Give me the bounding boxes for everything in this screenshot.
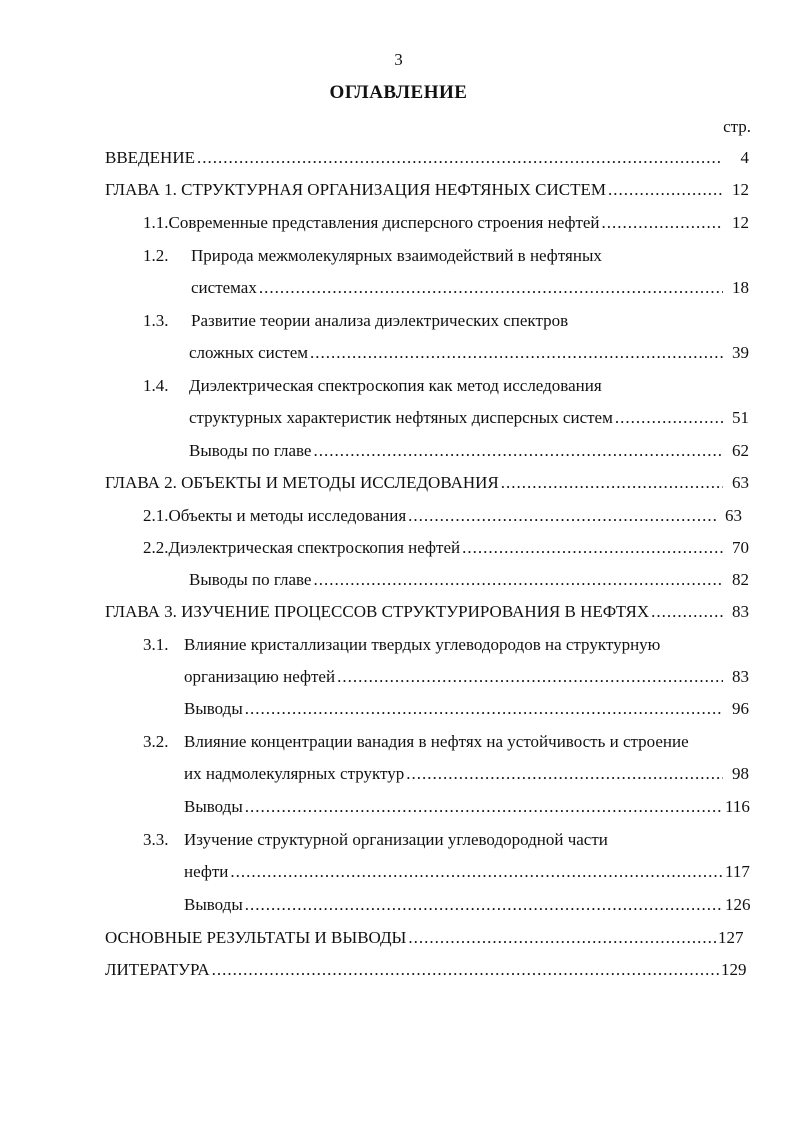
toc-entry-section-1-2[interactable]	[143, 244, 749, 268]
toc-leader-dots	[337, 665, 723, 689]
toc-entry-text: Изучение структурной организации углеводородной части	[184, 830, 608, 849]
toc-entry-text: Объекты и методы исследования	[168, 506, 407, 525]
page-title: ОГЛАВЛЕНИЕ	[329, 82, 468, 103]
toc-entry-text: ВВЕДЕНИЕ	[105, 148, 195, 167]
toc-leader-dots	[245, 795, 723, 819]
toc-section-number: 1.4.	[143, 376, 169, 395]
toc-entry-chapter-3[interactable]	[105, 600, 749, 624]
toc-leader-dots	[212, 958, 719, 982]
toc-entry-intro[interactable]	[105, 146, 749, 170]
toc-section-number: 2.2.	[143, 538, 169, 557]
toc-leader-dots	[245, 697, 723, 721]
toc-page-number: 82	[732, 570, 749, 589]
toc-entry-text: Выводы	[184, 895, 243, 914]
toc-page-number: 96	[732, 699, 749, 718]
toc-entry-text: Диэлектрическая спектроскопия нефтей	[168, 538, 461, 557]
toc-page-number: 18	[732, 278, 749, 297]
toc-leader-dots	[608, 178, 723, 202]
toc-entry-text: Выводы по главе	[189, 570, 312, 589]
toc-entry-section-1-1[interactable]	[143, 211, 749, 235]
page-column-label: стр.	[723, 117, 751, 136]
toc-entry-text: Природа межмолекулярных взаимодействий в нефтяных	[191, 246, 602, 265]
toc-entry-text: Выводы по главе	[189, 441, 312, 460]
toc-entry-section-3-2[interactable]	[143, 730, 749, 754]
toc-entry-results[interactable]	[105, 926, 742, 950]
toc-page-number: 39	[732, 343, 749, 362]
toc-entry-text: ГЛАВА 2. ОБЪЕКТЫ И МЕТОДЫ ИССЛЕДОВАНИЯ	[105, 473, 499, 492]
toc-page-number: 63	[732, 473, 749, 492]
toc-entry-text: Современные представления дисперсного строения нефтей	[168, 213, 600, 232]
toc-entry-literature[interactable]	[105, 958, 745, 982]
toc-page-number: 127	[718, 928, 744, 947]
toc-entry-chapter-2[interactable]	[105, 471, 749, 495]
toc-entry-section-3-2-cont[interactable]	[184, 762, 749, 786]
toc-entry-section-1-3-cont[interactable]	[189, 341, 749, 365]
toc-entry-section-3-1-conclusions[interactable]	[184, 697, 749, 721]
toc-entry-text: Влияние концентрации ванадия в нефтях на устойчивость и строение	[184, 732, 689, 751]
toc-entry-section-3-1-cont[interactable]	[184, 665, 749, 689]
page-number: 3	[394, 50, 403, 69]
toc-leader-dots	[651, 600, 723, 624]
toc-leader-dots	[310, 341, 723, 365]
toc-entry-text: сложных систем	[189, 343, 309, 362]
toc-leader-dots	[408, 504, 716, 528]
toc-section-number: 3.1.	[143, 635, 169, 654]
toc-page-number: 51	[732, 408, 749, 427]
toc-entry-section-1-4[interactable]	[143, 374, 749, 398]
toc-entry-text: Выводы	[184, 797, 243, 816]
toc-entry-text: ОСНОВНЫЕ РЕЗУЛЬТАТЫ И ВЫВОДЫ	[105, 928, 407, 947]
toc-entry-text: нефти	[184, 862, 229, 881]
toc-leader-dots	[462, 536, 723, 560]
toc-entry-section-3-3-conclusions[interactable]	[184, 893, 749, 917]
toc-entry-text: ЛИТЕРАТУРА	[105, 960, 210, 979]
toc-page-number: 63	[725, 506, 742, 525]
toc-section-number: 2.1.	[143, 506, 169, 525]
toc-entry-chapter-1-conclusions[interactable]	[189, 439, 749, 463]
toc-entry-chapter-2-conclusions[interactable]	[189, 568, 749, 592]
toc-entry-chapter-1[interactable]	[105, 178, 749, 202]
toc-entry-text: структурных характеристик нефтяных дисперсных систем	[189, 408, 613, 427]
toc-leader-dots	[197, 146, 723, 170]
toc-page-number: 129	[721, 960, 747, 979]
toc-entry-section-3-2-conclusions[interactable]	[184, 795, 749, 819]
toc-entry-section-1-2-cont[interactable]	[191, 276, 749, 300]
toc-section-number: 1.3.	[143, 311, 169, 330]
toc-leader-dots	[313, 439, 723, 463]
toc-section-number: 3.2.	[143, 732, 169, 751]
toc-page-number: 83	[732, 667, 749, 686]
toc-page-number: 4	[740, 148, 749, 167]
toc-entry-text: Диэлектрическая спектроскопия как метод исследования	[189, 376, 602, 395]
toc-page-number: 117	[725, 862, 750, 881]
toc-page-number: 126	[725, 895, 751, 914]
toc-entry-text: ГЛАВА 3. ИЗУЧЕНИЕ ПРОЦЕССОВ СТРУКТУРИРОВАНИЯ В НЕФТЯХ	[105, 602, 650, 621]
toc-page-number: 98	[732, 764, 749, 783]
toc-entry-text: Влияние кристаллизации твердых углеводородов на структурную	[184, 635, 661, 654]
toc-leader-dots	[259, 276, 723, 300]
toc-leader-dots	[602, 211, 723, 235]
toc-page-number: 62	[732, 441, 749, 460]
toc-leader-dots	[245, 893, 723, 917]
toc-leader-dots	[501, 471, 723, 495]
toc-entry-text: ГЛАВА 1. СТРУКТУРНАЯ ОРГАНИЗАЦИЯ НЕФТЯНЫХ СИСТЕМ	[105, 180, 606, 199]
toc-leader-dots	[406, 762, 723, 786]
toc-page-number: 83	[732, 602, 749, 621]
toc-leader-dots	[408, 926, 716, 950]
toc-section-number: 3.3.	[143, 830, 169, 849]
toc-entry-section-3-3[interactable]	[143, 828, 749, 852]
toc-page-number: 70	[732, 538, 749, 557]
toc-leader-dots	[230, 860, 723, 884]
toc-page-number: 12	[732, 180, 749, 199]
toc-entry-text: системах	[191, 278, 257, 297]
toc-entry-section-1-4-cont[interactable]	[189, 406, 749, 430]
toc-entry-section-3-1[interactable]	[143, 633, 749, 657]
toc-section-number: 1.1.	[143, 213, 169, 232]
toc-section-number: 1.2.	[143, 246, 169, 265]
toc-entry-section-2-2[interactable]	[143, 536, 749, 560]
toc-entry-text: Развитие теории анализа диэлектрических спектров	[191, 311, 569, 330]
toc-entry-text: их надмолекулярных структур	[184, 764, 405, 783]
toc-page-number: 116	[725, 797, 750, 816]
toc-entry-section-3-3-cont[interactable]	[184, 860, 749, 884]
toc-entry-text: организацию нефтей	[184, 667, 336, 686]
toc-entry-section-1-3[interactable]	[143, 309, 749, 333]
toc-leader-dots	[615, 406, 723, 430]
toc-entry-text: Выводы	[184, 699, 243, 718]
toc-page-number: 12	[732, 213, 749, 232]
toc-leader-dots	[313, 568, 723, 592]
toc-entry-section-2-1[interactable]	[143, 504, 742, 528]
